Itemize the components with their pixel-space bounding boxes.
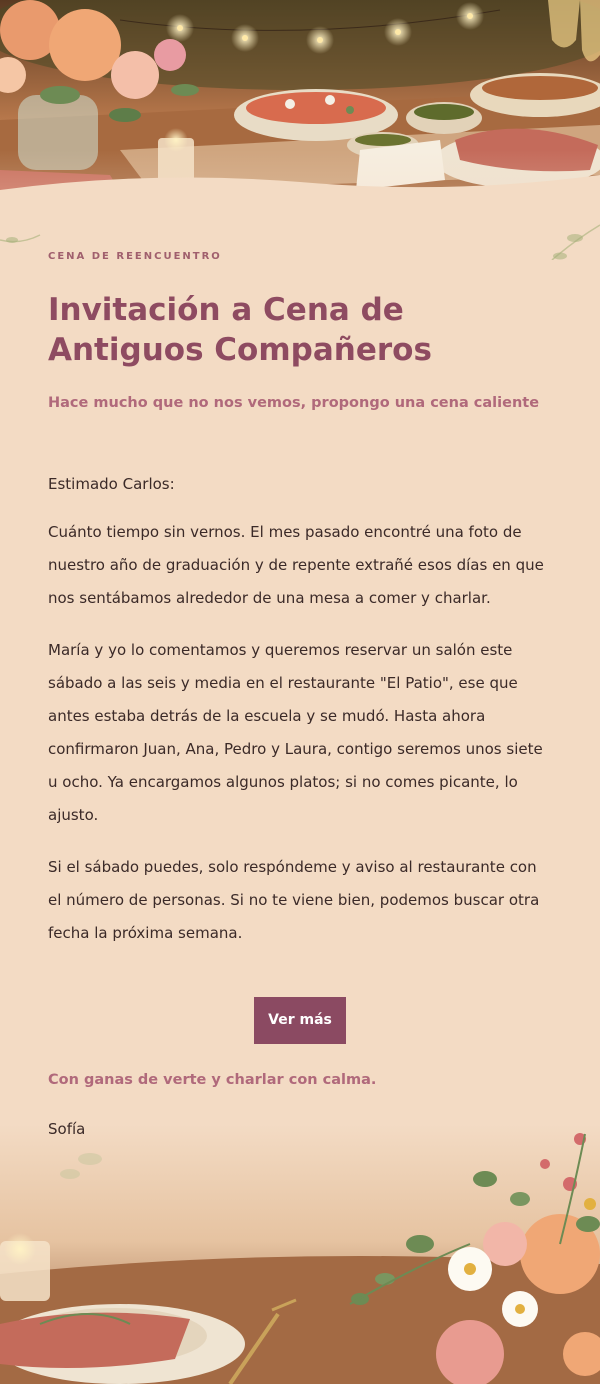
signature: Sofía [48, 1120, 86, 1138]
ver-mas-button[interactable]: Ver más [254, 997, 346, 1044]
closing-line: Con ganas de verte y charlar con calma. [48, 1072, 377, 1088]
footer-flowers-illustration [0, 1124, 600, 1384]
header-dinner-illustration [0, 0, 600, 260]
page-title: Invitación a Cena de Antiguos Compañeros [48, 292, 432, 368]
body-paragraph-1: Cuánto tiempo sin vernos. El mes pasado encontré una foto de nuestro año de graduación y de repente extrañé esos días en que nos sentábamos alrededor de una mesa a comer y charlar. [48, 523, 544, 607]
body-paragraph-3: Si el sábado puedes, solo respóndeme y aviso al restaurante con el número de personas. Si no te viene bien, podemos buscar otra fecha la próxima semana. [48, 858, 540, 942]
eyebrow-label: CENA DE REENCUENTRO [48, 251, 222, 262]
greeting: Estimado Carlos: [48, 475, 175, 493]
body-paragraph-2: María y yo lo comentamos y queremos reservar un salón este sábado a las seis y media en el restaurante "El Patio", ese que antes estaba detrás de la escuela y se mudó. Hasta ahora confirmaron Juan, Ana, Pedro y Laura, contigo seremos unos siete u ocho. Ya encargamos algunos platos; si no comes picante, lo ajusto. [48, 641, 543, 824]
subtitle: Hace mucho que no nos vemos, propongo una cena caliente [48, 395, 540, 411]
